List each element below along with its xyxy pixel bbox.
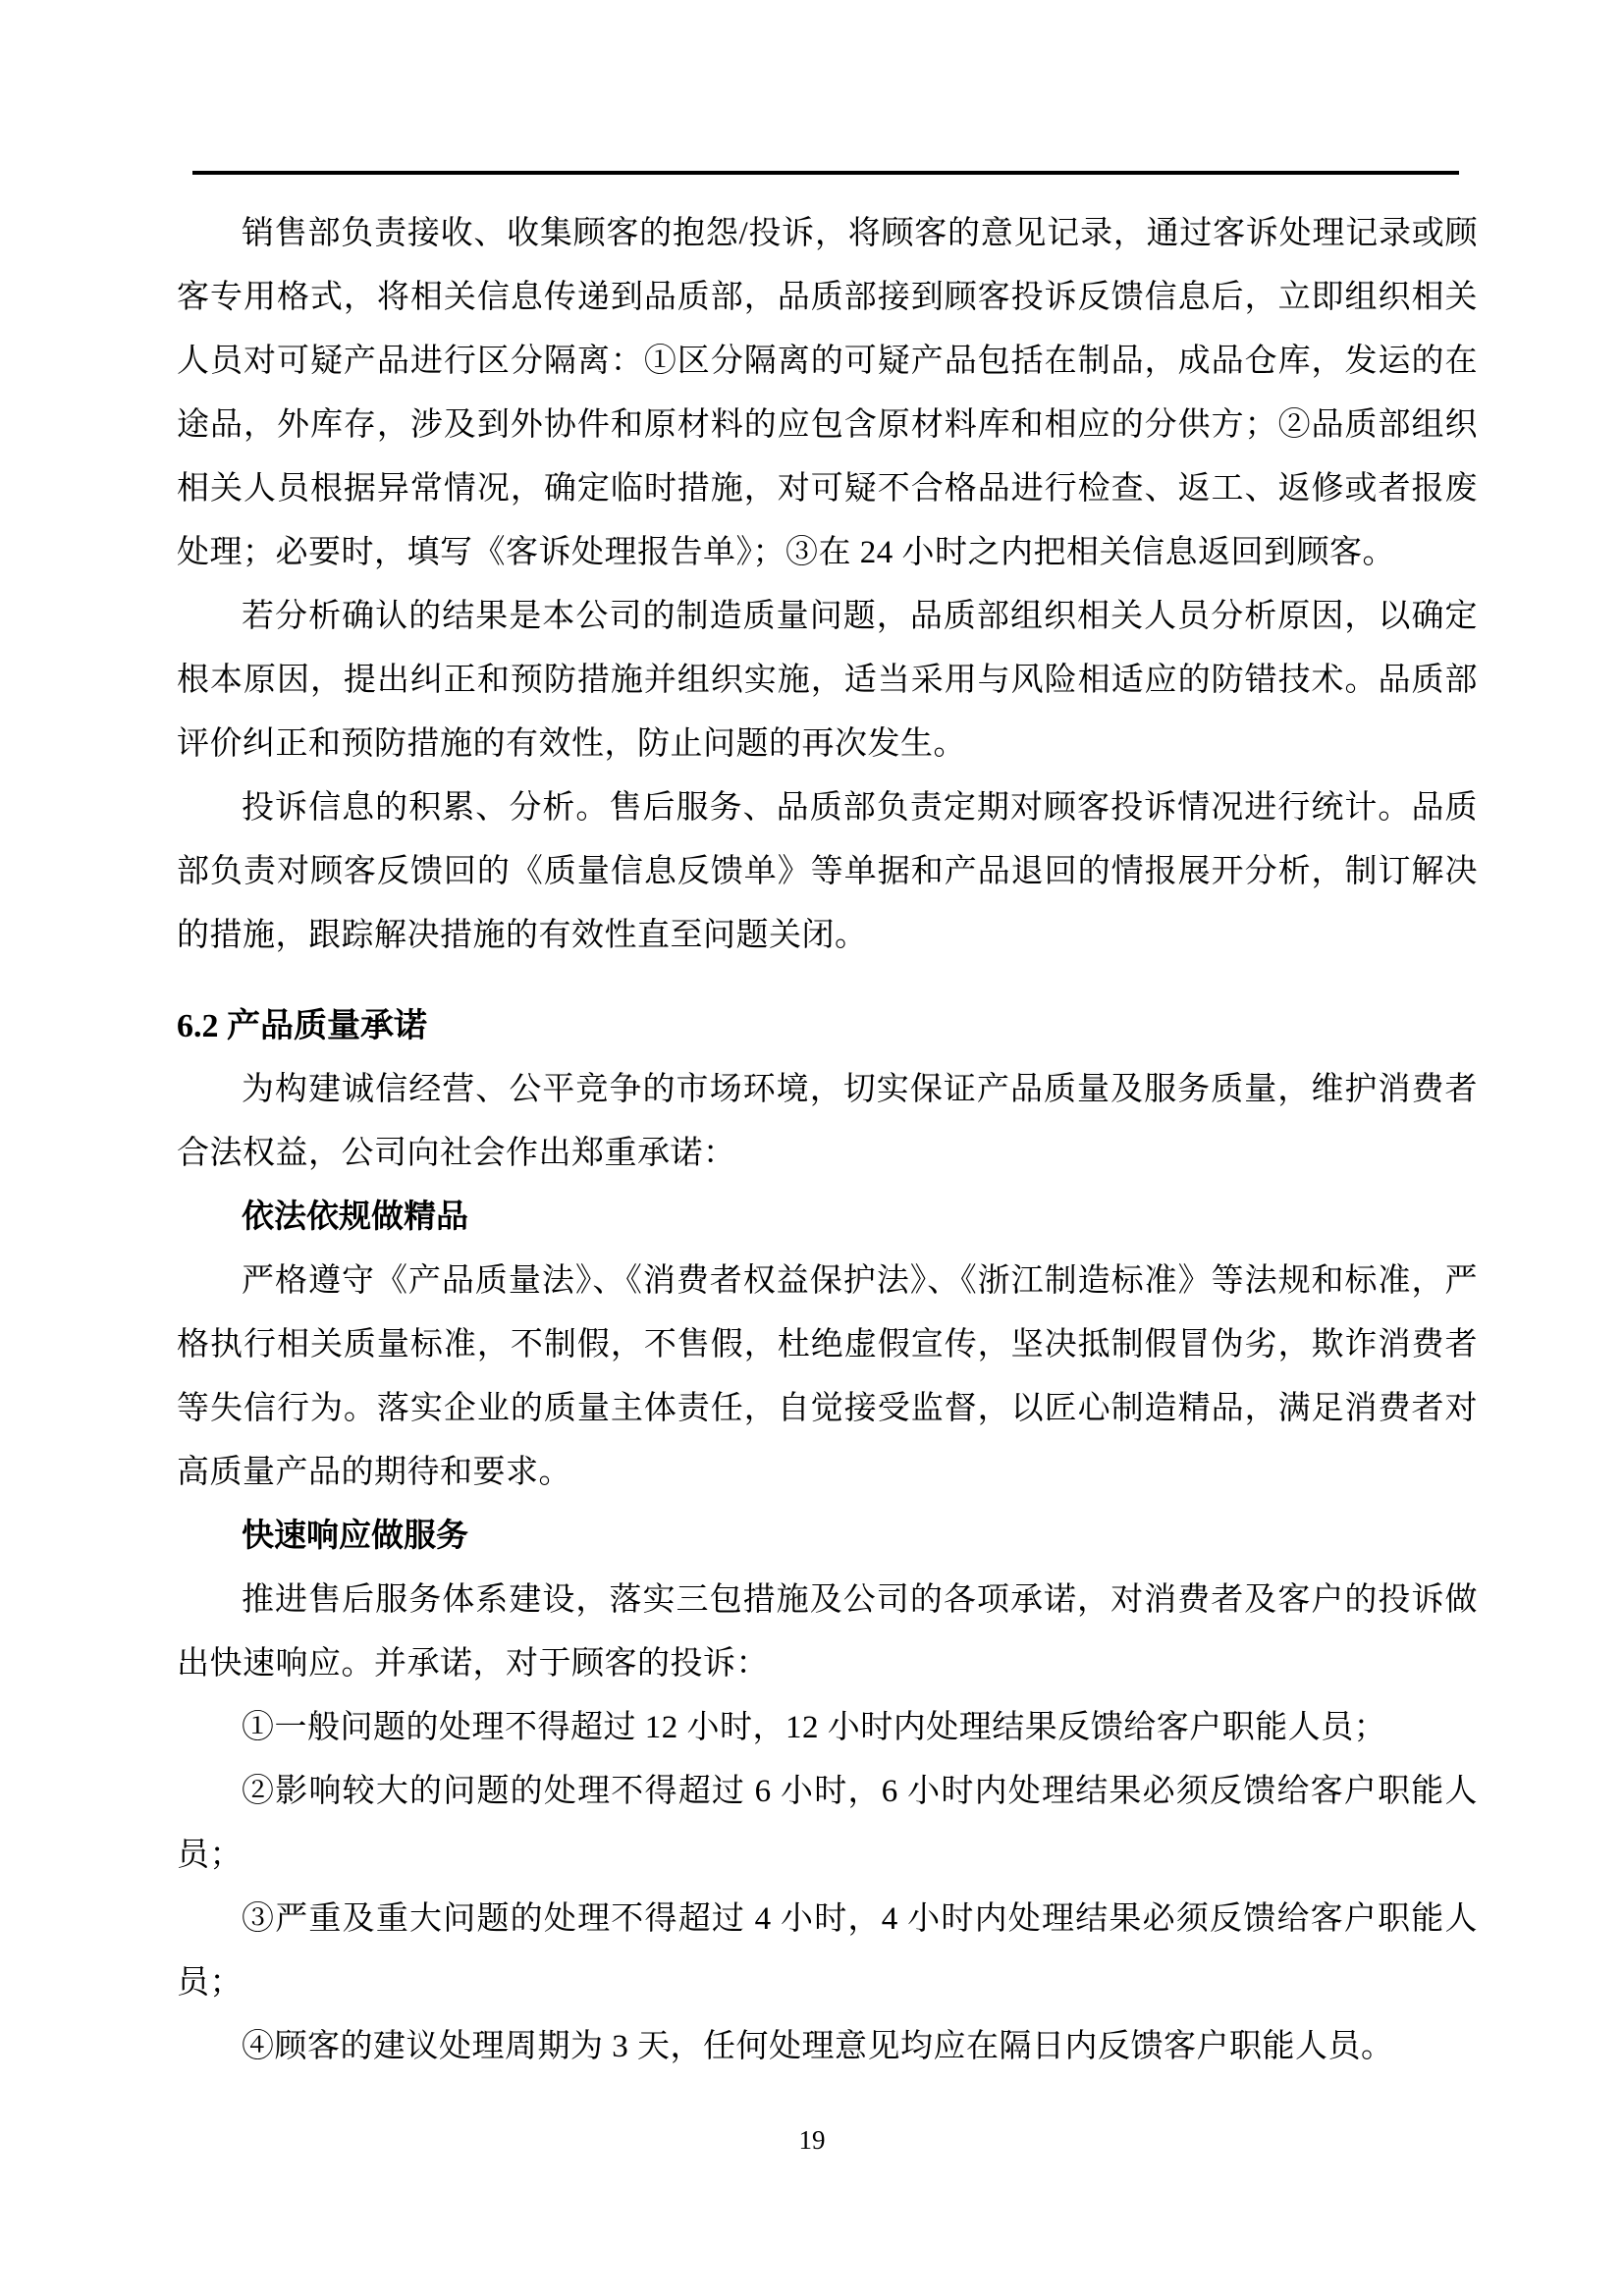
paragraph-commitment-item-1: ①一般问题的处理不得超过 12 小时，12 小时内处理结果反馈给客户职能人员； bbox=[242, 1710, 1387, 1745]
page-number: 19 bbox=[798, 2125, 826, 2155]
paragraph-commitment-item-3: ③严重及重大问题的处理不得超过 4 小时，4 小时内处理结果必须反馈给客户职能人员； bbox=[177, 1901, 1478, 2001]
paragraph-commitment-item-2: ②影响较大的问题的处理不得超过 6 小时，6 小时内处理结果必须反馈给客户职能人员； bbox=[177, 1774, 1478, 1873]
paragraph-commitment-item-4: ④顾客的建议处理周期为 3 天，任何处理意见均应在隔日内反馈客户职能人员。 bbox=[242, 2029, 1394, 2064]
section-heading-6-2: 6.2 产品质量承诺 bbox=[177, 1008, 427, 1044]
paragraph-complaint-statistics: 投诉信息的积累、分析。售后服务、品质部负责定期对顾客投诉情况进行统计。品质部负责对顾客反馈回的《质量信息反馈单》等单据和产品退回的情报展开分析，制订解决的措施，跟踪解决措施的有效性直至问题关闭。 bbox=[177, 790, 1478, 953]
paragraph-commitment-intro: 为构建诚信经营、公平竞争的市场环境，切实保证产品质量及服务质量，维护消费者合法权益，公司向社会作出郑重承诺： bbox=[177, 1072, 1478, 1171]
paragraph-fast-response: 推进售后服务体系建设，落实三包措施及公司的各项承诺，对消费者及客户的投诉做出快速响应。并承诺，对于顾客的投诉： bbox=[177, 1582, 1478, 1682]
page-footer bbox=[0, 2120, 1624, 2160]
paragraph-law-compliance: 严格遵守《产品质量法》、《消费者权益保护法》、《浙江制造标准》等法规和标准，严格执行相关质量标准，不制假，不售假，杜绝虚假宣传，坚决抵制假冒伪劣，欺诈消费者等失信行为。落实企业的质量主体责任，自觉接受监督，以匠心制造精品，满足消费者对高质量产品的期待和要求。 bbox=[177, 1263, 1478, 1490]
document-body bbox=[177, 202, 1478, 2079]
sub-heading-law-compliance: 依法依规做精品 bbox=[242, 1200, 468, 1235]
paragraph-root-cause-analysis: 若分析确认的结果是本公司的制造质量问题，品质部组织相关人员分析原因，以确定根本原因，提出纠正和预防措施并组织实施，适当采用与风险相适应的防错技术。品质部评价纠正和预防措施的有效性，防止问题的再次发生。 bbox=[177, 599, 1478, 762]
header-divider bbox=[192, 171, 1459, 175]
sub-heading-fast-response: 快速响应做服务 bbox=[242, 1519, 468, 1554]
paragraph-complaint-handling: 销售部负责接收、收集顾客的抱怨/投诉，将顾客的意见记录，通过客诉处理记录或顾客专用格式，将相关信息传递到品质部，品质部接到顾客投诉反馈信息后，立即组织相关人员对可疑产品进行区分隔离：①区分隔离的可疑产品包括在制品，成品仓库，发运的在途品，外库存，涉及到外协件和原材料的应包含原材料库和相应的分供方；②品质部组织相关人员根据异常情况，确定临时措施，对可疑不合格品进行检查、返工、返修或者报废处理；必要时，填写《客诉处理报告单》；③在 24 小时之内把相关信息返回到顾客。 bbox=[177, 216, 1478, 570]
